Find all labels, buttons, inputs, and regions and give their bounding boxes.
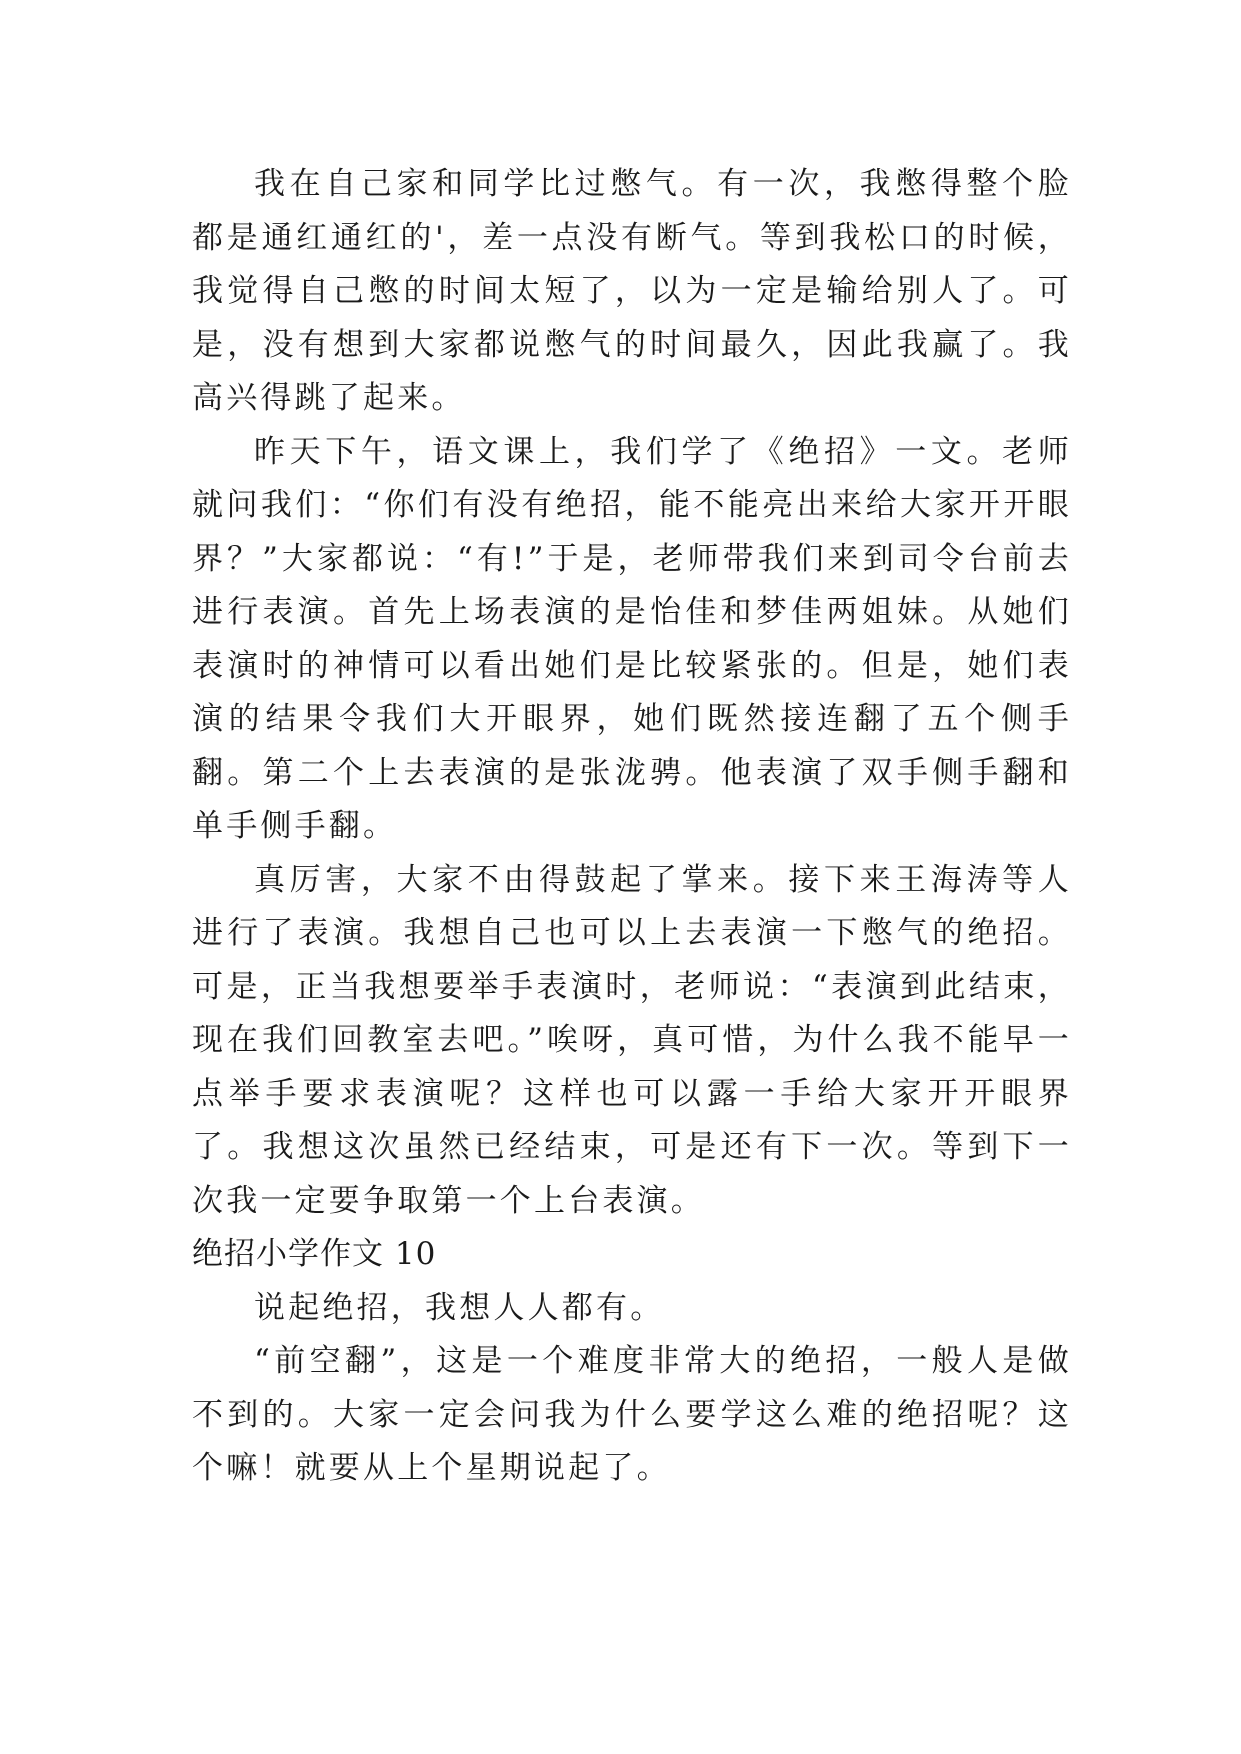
section-heading: 绝招小学作文 10 — [192, 1236, 437, 1272]
paragraph-everyone-has-tricks: 说起绝招，我想人人都有。 — [254, 1289, 665, 1326]
paragraph-holding-breath: 我在自己家和同学比过憋气。有一次，我憋得整个脸都是通红通红的'，差一点没有断气。等到我松口的时候，我觉得自己憋的时间太短了，以为一定是输给别人了。可是，没有想到大家都说憋气的时间最久，因此我赢了。我高兴得跳了起来。 — [192, 166, 1072, 416]
paragraph-class-performance: 昨天下午，语文课上，我们学了《绝招》一文。老师就问我们：“你们有没有绝招，能不能亮出来给大家开开眼界？”大家都说：“有!”于是，老师带我们来到司令台前去进行表演。首先上场表演的是怡佳和梦佳两姐妹。从她们表演时的神情可以看出她们是比较紧张的。但是，她们表演的结果令我们大开眼界，她们既然接连翻了五个侧手翻。第二个上去表演的是张泷骋。他表演了双手侧手翻和单手侧手翻。 — [192, 433, 1072, 844]
document-body — [192, 158, 1072, 1496]
paragraph-front-flip: “前空翻”，这是一个难度非常大的绝招，一般人是做不到的。大家一定会问我为什么要学这么难的绝招呢？这个嘛！就要从上个星期说起了。 — [192, 1343, 1072, 1486]
paragraph-applause: 真厉害，大家不由得鼓起了掌来。接下来王海涛等人进行了表演。我想自己也可以上去表演一下憋气的绝招。可是，正当我想要举手表演时，老师说：“表演到此结束，现在我们回教室去吧。”唉呀，真可惜，为什么我不能早一点举手要求表演呢？这样也可以露一手给大家开开眼界了。我想这次虽然已经结束，可是还有下一次。等到下一次我一定要争取第一个上台表演。 — [192, 861, 1072, 1219]
